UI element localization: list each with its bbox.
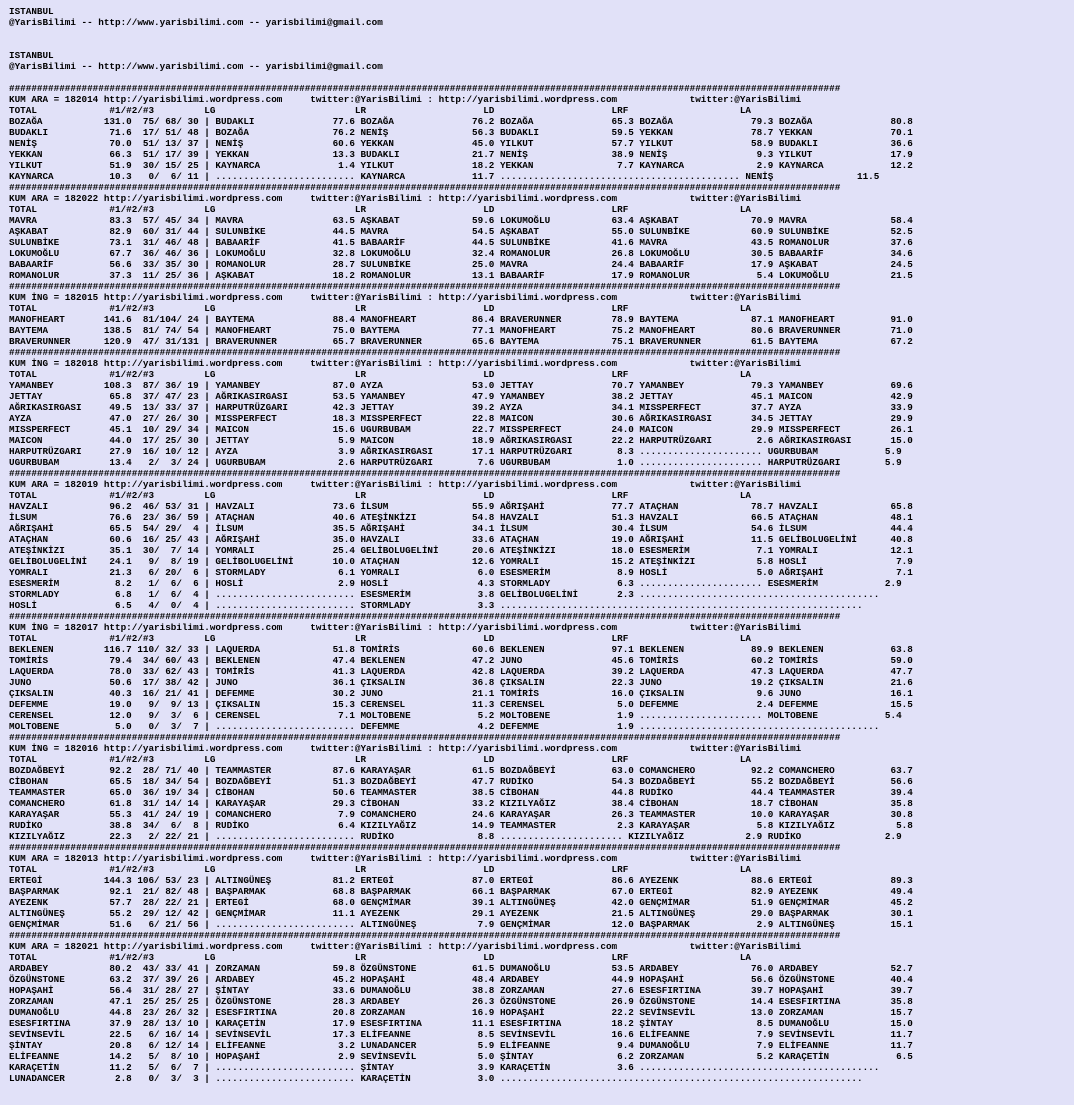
column-header-line: TOTAL #1/#2/#3 LG LR LD LRF LA [9, 754, 752, 765]
column-header-line: TOTAL #1/#2/#3 LG LR LD LRF LA [9, 864, 752, 875]
result-row: ARDABEY 80.2 43/ 33/ 41 | ZORZAMAN 59.8 ÖZGÜNSTONE 61.5 DUMANOĞLU 53.5 ARDABEY 76.0 ARDABEY 52.7 [9, 963, 913, 974]
separator-line: ##################################################################################################################################################### [9, 83, 841, 94]
result-row: BAYTEMA 138.5 81/ 74/ 54 | MANOFHEART 75.0 BAYTEMA 77.1 MANOFHEART 75.2 MANOFHEART 80.6 BRAVERUNNER 71.0 [9, 325, 913, 336]
race-header-line: KUM ARA = 182019 http://yarisbilimi.wordpress.com twitter:@YarisBilimi : http://yarisbilimi.wordpress.com twitter:@YarisBilimi [9, 479, 802, 490]
column-header-line: TOTAL #1/#2/#3 LG LR LD LRF LA [9, 204, 752, 215]
header-contact: @YarisBilimi -- http://www.yarisbilimi.com -- yarisbilimi@gmail.com [9, 61, 383, 72]
column-header-line: TOTAL #1/#2/#3 LG LR LD LRF LA [9, 369, 752, 380]
result-row: BEKLENEN 116.7 110/ 32/ 33 | LAQUERDA 51.8 TOMİRİS 60.6 BEKLENEN 97.1 BEKLENEN 89.9 BEKLENEN 63.8 [9, 644, 913, 655]
column-header-line: TOTAL #1/#2/#3 LG LR LD LRF LA [9, 105, 752, 116]
result-row: LOKUMOĞLU 67.7 36/ 46/ 36 | LOKUMOĞLU 32.8 LOKUMOĞLU 32.4 ROMANOLUR 26.8 LOKUMOĞLU 30.5 BABAARİF 34.6 [9, 248, 913, 259]
column-header-line: TOTAL #1/#2/#3 LG LR LD LRF LA [9, 952, 752, 963]
result-row: GENÇMİMAR 51.6 6/ 21/ 56 | ......................... ALTINGÜNEŞ 7.9 GENÇMİMAR 12.0 BAŞPARMAK 2.9 ALTINGÜNEŞ 15.1 [9, 919, 913, 930]
separator-line: ##################################################################################################################################################### [9, 842, 841, 853]
result-row: KARAÇETİN 11.2 5/ 6/ 7 | ......................... ŞİNTAY 3.9 KARAÇETİN 3.6 ........................................... [9, 1062, 880, 1073]
race-header-line: KUM İNG = 182016 http://yarisbilimi.wordpress.com twitter:@YarisBilimi : http://yarisbilimi.wordpress.com twitter:@YarisBilimi [9, 743, 802, 754]
result-row: KIZILYAĞIZ 22.3 2/ 22/ 21 | ......................... RUDİKO 8.8 ...................... KIZILYAĞIZ 2.9 RUDİKO 2.9 [9, 831, 902, 842]
race-report [9, 83, 1074, 1084]
result-row: AĞRIŞAHİ 65.5 54/ 29/ 4 | İLSUM 35.5 AĞRIŞAHİ 34.1 İLSUM 30.4 İLSUM 54.6 İLSUM 44.4 [9, 523, 913, 534]
separator-line: ##################################################################################################################################################### [9, 611, 841, 622]
header-block-2 [9, 50, 1074, 72]
result-row: SULUNBİKE 73.1 31/ 46/ 48 | BABAARİF 41.5 BABAARİF 44.5 SULUNBİKE 41.6 MAVRA 43.5 ROMANOLUR 37.6 [9, 237, 913, 248]
result-row: HAVZALI 96.2 46/ 53/ 31 | HAVZALI 73.6 İLSUM 55.9 AĞRIŞAHİ 77.7 ATAÇHAN 78.7 HAVZALI 65.8 [9, 501, 913, 512]
result-row: MANOFHEART 141.6 81/104/ 24 | BAYTEMA 88.4 MANOFHEART 86.4 BRAVERUNNER 78.9 BAYTEMA 87.1 MANOFHEART 91.0 [9, 314, 913, 325]
result-row: RUDİKO 38.8 34/ 6/ 8 | RUDİKO 6.4 KIZILYAĞIZ 14.9 TEAMMASTER 2.3 KARAYAŞAR 5.8 KIZILYAĞIZ 5.8 [9, 820, 913, 831]
result-row: KARAYAŞAR 55.3 41/ 24/ 19 | COMANCHERO 7.9 COMANCHERO 24.6 KARAYAŞAR 26.3 TEAMMASTER 10.0 KARAYAŞAR 30.8 [9, 809, 913, 820]
result-row: ÖZGÜNSTONE 63.2 37/ 39/ 26 | ARDABEY 45.2 HOPAŞAHİ 48.4 ARDABEY 44.9 HOPAŞAHİ 56.6 ÖZGÜNSTONE 40.4 [9, 974, 913, 985]
result-row: ZORZAMAN 47.1 25/ 25/ 25 | ÖZGÜNSTONE 28.3 ARDABEY 26.3 ÖZGÜNSTONE 26.9 ÖZGÜNSTONE 14.4 ESESFIRTINA 35.8 [9, 996, 913, 1007]
result-row: YAMANBEY 108.3 87/ 36/ 19 | YAMANBEY 87.0 AYZA 53.0 JETTAY 70.7 YAMANBEY 79.3 YAMANBEY 69.6 [9, 380, 913, 391]
result-row: JUNO 50.6 17/ 38/ 42 | JUNO 36.1 ÇIKSALIN 36.8 ÇIKSALIN 22.3 JUNO 19.2 ÇIKSALIN 21.6 [9, 677, 913, 688]
race-header-line: KUM İNG = 182018 http://yarisbilimi.wordpress.com twitter:@YarisBilimi : http://yarisbilimi.wordpress.com twitter:@YarisBilimi [9, 358, 802, 369]
result-row: NENİŞ 70.0 51/ 13/ 37 | NENİŞ 60.6 YEKKAN 45.0 YILKUT 57.7 YILKUT 58.9 BUDAKLI 36.6 [9, 138, 913, 149]
header-city: ISTANBUL [9, 50, 54, 61]
race-header-line: KUM İNG = 182015 http://yarisbilimi.wordpress.com twitter:@YarisBilimi : http://yarisbilimi.wordpress.com twitter:@YarisBilimi [9, 292, 802, 303]
result-row: COMANCHERO 61.8 31/ 14/ 14 | KARAYAŞAR 29.3 CİBOHAN 33.2 KIZILYAĞIZ 38.4 CİBOHAN 18.7 CİBOHAN 35.8 [9, 798, 913, 809]
spacer [9, 72, 1074, 83]
result-row: STORMLADY 6.8 1/ 6/ 4 | ......................... ESESMERİM 3.8 GELİBOLUGELİNİ 2.3 ........................................... [9, 589, 880, 600]
result-row: MAVRA 83.3 57/ 45/ 34 | MAVRA 63.5 AŞKABAT 59.6 LOKUMOĞLU 63.4 AŞKABAT 70.9 MAVRA 58.4 [9, 215, 913, 226]
result-row: DEFEMME 19.0 9/ 9/ 13 | ÇIKSALIN 15.3 CERENSEL 11.3 CERENSEL 5.0 DEFEMME 2.4 DEFEMME 15.5 [9, 699, 913, 710]
result-row: LAQUERDA 78.0 33/ 62/ 43 | TOMİRİS 41.3 LAQUERDA 42.8 LAQUERDA 39.2 LAQUERDA 47.3 LAQUERDA 47.7 [9, 666, 913, 677]
result-row: YOMRALI 21.3 6/ 20/ 6 | STORMLADY 6.1 YOMRALI 6.0 ESESMERİM 8.9 HOSLİ 5.0 AĞRIŞAHİ 7.1 [9, 567, 913, 578]
result-row: YILKUT 51.9 30/ 15/ 25 | KAYNARCA 1.4 YILKUT 18.2 YEKKAN 7.7 KAYNARCA 2.9 KAYNARCA 12.2 [9, 160, 913, 171]
result-row: MISSPERFECT 45.1 10/ 29/ 34 | MAICON 15.6 UGURBUBAM 22.7 MISSPERFECT 24.0 MAICON 29.9 MISSPERFECT 26.1 [9, 424, 913, 435]
separator-line: ##################################################################################################################################################### [9, 182, 841, 193]
result-row: KAYNARCA 10.3 0/ 6/ 11 | ......................... KAYNARCA 11.7 ........................................... NENİŞ 11.5 [9, 171, 880, 182]
result-row: CERENSEL 12.0 9/ 3/ 6 | CERENSEL 7.1 MOLTOBENE 5.2 MOLTOBENE 1.9 ...................... MOLTOBENE 5.4 [9, 710, 902, 721]
result-row: DUMANOĞLU 44.8 23/ 26/ 32 | ESESFIRTINA 20.8 ZORZAMAN 16.9 HOPAŞAHİ 22.2 SEVİNSEVİL 13.0 ZORZAMAN 15.7 [9, 1007, 913, 1018]
result-row: HARPUTRÜZGARI 27.9 16/ 10/ 12 | AYZA 3.9 AĞRIKASIRGASI 17.1 HARPUTRÜZGARI 8.3 ...................... UGURBUBAM 5.9 [9, 446, 902, 457]
race-header-line: KUM ARA = 182022 http://yarisbilimi.wordpress.com twitter:@YarisBilimi : http://yarisbilimi.wordpress.com twitter:@YarisBilimi [9, 193, 802, 204]
race-header-line: KUM ARA = 182013 http://yarisbilimi.wordpress.com twitter:@YarisBilimi : http://yarisbilimi.wordpress.com twitter:@YarisBilimi [9, 853, 802, 864]
separator-line: ##################################################################################################################################################### [9, 468, 841, 479]
result-row: ERTEGİ 144.3 106/ 53/ 23 | ALTINGÜNEŞ 81.2 ERTEGİ 87.0 ERTEGİ 86.6 AYEZENK 88.6 ERTEGİ 89.3 [9, 875, 913, 886]
header-contact: @YarisBilimi -- http://www.yarisbilimi.com -- yarisbilimi@gmail.com [9, 17, 383, 28]
column-header-line: TOTAL #1/#2/#3 LG LR LD LRF LA [9, 303, 752, 314]
result-row: ESESMERİM 8.2 1/ 6/ 6 | HOSLİ 2.9 HOSLİ 4.3 STORMLADY 6.3 ...................... ESESMERİM 2.9 [9, 578, 902, 589]
column-header-line: TOTAL #1/#2/#3 LG LR LD LRF LA [9, 490, 752, 501]
result-row: ATAÇHAN 60.6 16/ 25/ 43 | AĞRIŞAHİ 35.0 HAVZALI 33.6 ATAÇHAN 19.0 AĞRIŞAHİ 11.5 GELİBOLUGELİNİ 40.8 [9, 534, 913, 545]
result-row: AŞKABAT 82.9 60/ 31/ 44 | SULUNBİKE 44.5 MAVRA 54.5 AŞKABAT 55.0 SULUNBİKE 60.9 SULUNBİKE 52.5 [9, 226, 913, 237]
result-row: HOPAŞAHİ 56.4 31/ 28/ 27 | ŞİNTAY 33.6 DUMANOĞLU 38.8 ZORZAMAN 27.6 ESESFIRTINA 39.7 HOPAŞAHİ 39.7 [9, 985, 913, 996]
result-row: ÇIKSALIN 40.3 16/ 21/ 41 | DEFEMME 30.2 JUNO 21.1 TOMİRİS 16.0 ÇIKSALIN 9.6 JUNO 16.1 [9, 688, 913, 699]
race-header-line: KUM ARA = 182014 http://yarisbilimi.wordpress.com twitter:@YarisBilimi : http://yarisbilimi.wordpress.com twitter:@YarisBilimi [9, 94, 802, 105]
result-row: AĞRIKASIRGASI 49.5 13/ 33/ 37 | HARPUTRÜZGARI 42.3 JETTAY 39.2 AYZA 34.1 MISSPERFECT 37.7 AYZA 33.9 [9, 402, 913, 413]
result-row: BOZDAĞBEYİ 92.2 28/ 71/ 40 | TEAMMASTER 87.6 KARAYAŞAR 61.5 BOZDAĞBEYİ 63.0 COMANCHERO 92.2 COMANCHERO 63.7 [9, 765, 913, 776]
result-row: TOMİRİS 79.4 34/ 60/ 43 | BEKLENEN 47.4 BEKLENEN 47.2 JUNO 45.6 TOMİRİS 60.2 TOMİRİS 59.0 [9, 655, 913, 666]
separator-line: ##################################################################################################################################################### [9, 281, 841, 292]
result-row: GELİBOLUGELİNİ 24.1 9/ 8/ 19 | GELİBOLUGELİNİ 10.0 ATAÇHAN 12.6 YOMRALI 15.2 ATEŞİNKİZI 5.8 HOSLİ 7.9 [9, 556, 913, 567]
result-row: ESESFIRTINA 37.9 28/ 13/ 10 | KARAÇETİN 17.9 ESESFIRTINA 11.1 ESESFIRTINA 18.2 ŞİNTAY 8.5 DUMANOĞLU 15.0 [9, 1018, 913, 1029]
result-row: UGURBUBAM 13.4 2/ 3/ 24 | UGURBUBAM 2.6 HARPUTRÜZGARI 7.6 UGURBUBAM 1.0 ...................... HARPUTRÜZGARI 5.9 [9, 457, 902, 468]
result-row: MAICON 44.0 17/ 25/ 30 | JETTAY 5.9 MAICON 18.9 AĞRIKASIRGASI 22.2 HARPUTRÜZGARI 2.6 AĞRIKASIRGASI 15.0 [9, 435, 913, 446]
result-row: ALTINGÜNEŞ 55.2 29/ 12/ 42 | GENÇMİMAR 11.1 AYEZENK 29.1 AYEZENK 21.5 ALTINGÜNEŞ 29.0 BAŞPARMAK 30.1 [9, 908, 913, 919]
result-row: CİBOHAN 65.5 18/ 34/ 54 | BOZDAĞBEYİ 51.3 BOZDAĞBEYİ 47.7 RUDİKO 54.3 BOZDAĞBEYİ 55.2 BOZDAĞBEYİ 56.6 [9, 776, 913, 787]
result-row: ELİFEANNE 14.2 5/ 8/ 10 | HOPAŞAHİ 2.9 SEVİNSEVİL 5.0 ŞİNTAY 6.2 ZORZAMAN 5.2 KARAÇETİN 6.5 [9, 1051, 913, 1062]
separator-line: ##################################################################################################################################################### [9, 732, 841, 743]
race-header-line: KUM ARA = 182021 http://yarisbilimi.wordpress.com twitter:@YarisBilimi : http://yarisbilimi.wordpress.com twitter:@YarisBilimi [9, 941, 802, 952]
result-row: ROMANOLUR 37.3 11/ 25/ 36 | AŞKABAT 18.2 ROMANOLUR 13.1 BABAARİF 17.9 ROMANOLUR 5.4 LOKUMOĞLU 21.5 [9, 270, 913, 281]
spacer [9, 28, 1074, 50]
result-row: TEAMMASTER 65.0 36/ 19/ 34 | CİBOHAN 50.6 TEAMMASTER 38.5 CİBOHAN 44.8 RUDİKO 44.4 TEAMMASTER 39.4 [9, 787, 913, 798]
result-row: HOSLİ 6.5 4/ 0/ 4 | ......................... STORMLADY 3.3 ................................................................. [9, 600, 863, 611]
result-row: İLSUM 76.6 23/ 36/ 59 | ATAÇHAN 40.6 ATEŞİNKİZI 54.8 HAVZALI 51.3 HAVZALI 66.5 ATAÇHAN 48.1 [9, 512, 913, 523]
header-block-1 [9, 6, 1074, 28]
result-row: JETTAY 65.8 37/ 47/ 23 | AĞRIKASIRGASI 53.5 YAMANBEY 47.9 YAMANBEY 38.2 JETTAY 45.1 MAICON 42.9 [9, 391, 913, 402]
result-row: AYEZENK 57.7 28/ 22/ 21 | ERTEGİ 68.0 GENÇMİMAR 39.1 ALTINGÜNEŞ 42.0 GENÇMİMAR 51.9 GENÇMİMAR 45.2 [9, 897, 913, 908]
result-row: ATEŞİNKİZI 35.1 30/ 7/ 14 | YOMRALI 25.4 GELİBOLUGELİNİ 20.6 ATEŞİNKİZI 18.0 ESESMERİM 7.1 YOMRALI 12.1 [9, 545, 913, 556]
result-row: YEKKAN 66.3 51/ 17/ 39 | YEKKAN 13.3 BUDAKLI 21.7 NENİŞ 38.9 NENİŞ 9.3 YILKUT 17.9 [9, 149, 913, 160]
result-row: BAŞPARMAK 92.1 21/ 82/ 48 | BAŞPARMAK 68.8 BAŞPARMAK 66.1 BAŞPARMAK 67.0 ERTEGİ 82.9 AYEZENK 49.4 [9, 886, 913, 897]
result-row: BABAARİF 56.6 33/ 35/ 30 | ROMANOLUR 28.7 SULUNBİKE 25.0 MAVRA 24.4 BABAARİF 17.9 AŞKABAT 24.5 [9, 259, 913, 270]
result-row: BRAVERUNNER 120.9 47/ 31/131 | BRAVERUNNER 65.7 BRAVERUNNER 65.6 BAYTEMA 75.1 BRAVERUNNER 61.5 BAYTEMA 67.2 [9, 336, 913, 347]
result-row: MOLTOBENE 5.0 0/ 3/ 7 | ......................... DEFEMME 4.2 DEFEMME 1.9 ........................................... [9, 721, 880, 732]
result-row: BUDAKLI 71.6 17/ 51/ 48 | BOZAĞA 76.2 NENİŞ 56.3 BUDAKLI 59.5 YEKKAN 78.7 YEKKAN 70.1 [9, 127, 913, 138]
header-city: ISTANBUL [9, 6, 54, 17]
result-row: AYZA 47.0 27/ 26/ 30 | MISSPERFECT 18.3 MISSPERFECT 22.8 MAICON 30.6 AĞRIKASIRGASI 34.5 JETTAY 29.9 [9, 413, 913, 424]
result-row: SEVİNSEVİL 22.5 6/ 16/ 14 | SEVİNSEVİL 17.3 ELİFEANNE 8.5 SEVİNSEVİL 16.6 ELİFEANNE 7.9 SEVİNSEVİL 11.7 [9, 1029, 913, 1040]
separator-line: ##################################################################################################################################################### [9, 930, 841, 941]
result-row: ŞİNTAY 20.8 6/ 12/ 14 | ELİFEANNE 3.2 LUNADANCER 5.9 ELİFEANNE 9.4 DUMANOĞLU 7.9 ELİFEANNE 11.7 [9, 1040, 913, 1051]
result-row: LUNADANCER 2.8 0/ 3/ 3 | ......................... KARAÇETİN 3.0 ................................................................. [9, 1073, 863, 1084]
column-header-line: TOTAL #1/#2/#3 LG LR LD LRF LA [9, 633, 752, 644]
separator-line: ##################################################################################################################################################### [9, 347, 841, 358]
result-row: BOZAĞA 131.0 75/ 68/ 30 | BUDAKLI 77.6 BOZAĞA 76.2 BOZAĞA 65.3 BOZAĞA 79.3 BOZAĞA 80.8 [9, 116, 913, 127]
race-header-line: KUM İNG = 182017 http://yarisbilimi.wordpress.com twitter:@YarisBilimi : http://yarisbilimi.wordpress.com twitter:@YarisBilimi [9, 622, 802, 633]
